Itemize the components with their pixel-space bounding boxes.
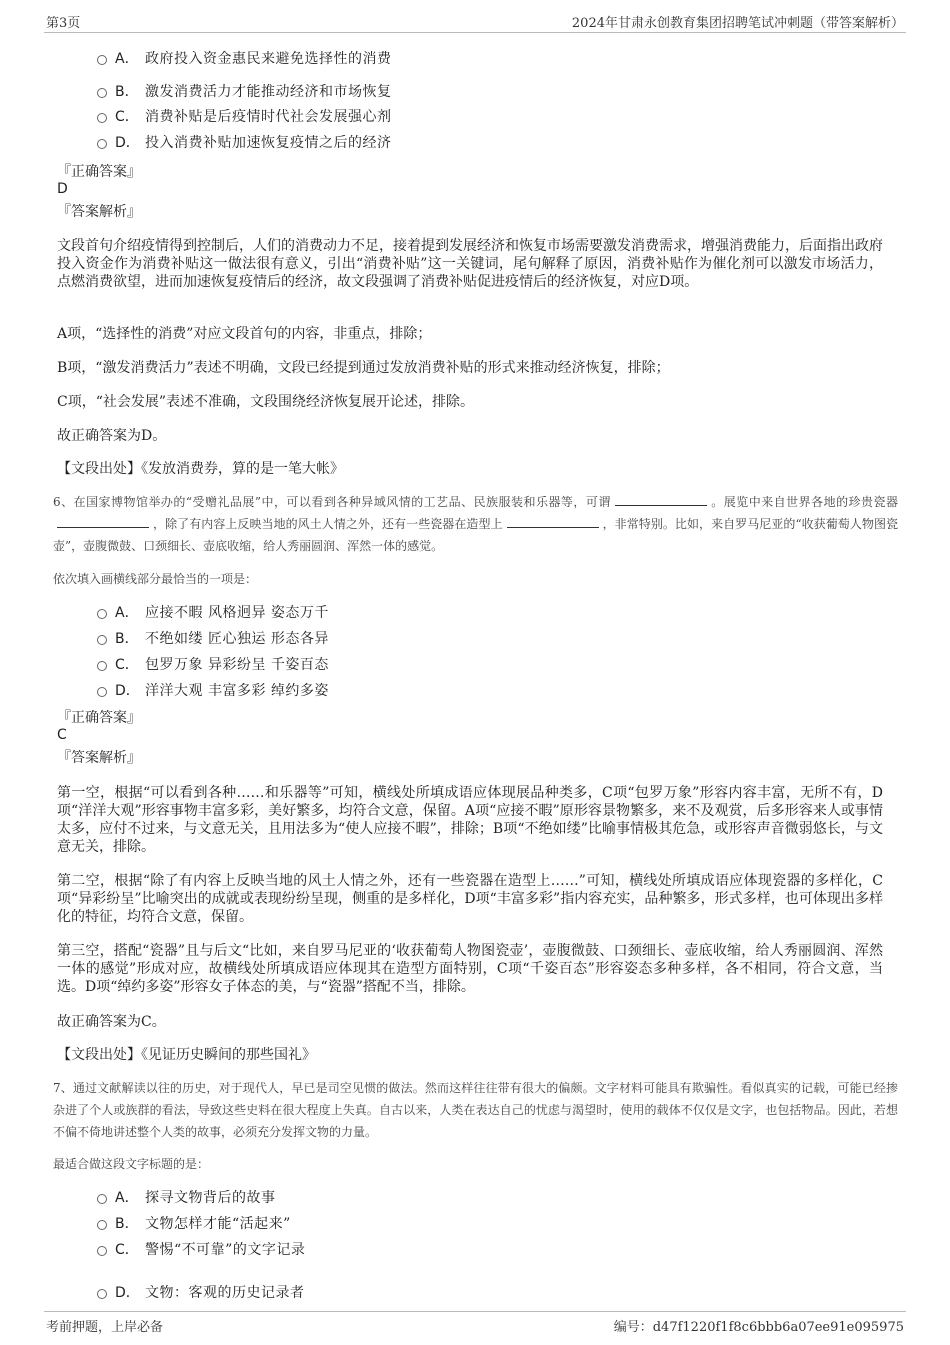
q6-analysis-blank2: 第二空，根据“除了有内容上反映当地的风土人情之外，还有一些瓷器在造型上……”可知，横线处所填成语应体现瓷器的多样化，C项“异彩纷呈”比喻突出的成就或表现纷纷呈现，侧重的是多样化，D项“丰富多彩”指内容充实，品种繁多，形式多样，也可体现出多样化的特征，均符合文意，保留。: [57, 873, 883, 925]
q5-analysis-b: B项，“激发消费活力”表述不明确，文段已经提到通过发放消费补贴的形式来推动经济恢复，排除；: [57, 360, 670, 376]
q6-option-c[interactable]: C． 包罗万象 异彩纷呈 千姿百态: [97, 655, 329, 675]
q7-option-a[interactable]: A． 探寻文物背后的故事: [97, 1188, 276, 1208]
q6-answer-label: 『正确答案』: [57, 710, 141, 726]
radio-icon[interactable]: [97, 55, 107, 65]
q5-answer-label: 『正确答案』: [57, 164, 141, 180]
q5-analysis-a: A项，“选择性的消费”对应文段首句的内容，非重点，排除；: [57, 326, 432, 342]
q6-analysis-blank1: 第一空，根据“可以看到各种……和乐器等”可知，横线处所填成语应体现展品种类多，C项“包罗万象”形容内容丰富，无所不有，D项“洋洋大观”形容事物丰富多彩，美好繁多，均符合文意，保留。A项“应接不暇”原形容景物繁多，来不及观赏，后多形容来人或事情太多，应付不过来，与文意无关，且用法多为“使人应接不暇”，排除；B项“不绝如缕”比喻事情极其危急，或形容声音微弱悠长，与文意无关，排除。: [57, 785, 883, 855]
q7-option-d[interactable]: D． 文物：客观的历史记录者: [97, 1283, 305, 1303]
radio-icon[interactable]: [97, 661, 107, 671]
q7-prompt: 最适合做这段文字标题的是：: [53, 1157, 210, 1171]
q6-option-b[interactable]: B． 不绝如缕 匠心独运 形态各异: [97, 629, 329, 649]
page-number: 第3页: [46, 16, 81, 31]
q7-option-c[interactable]: C． 警惕“不可靠”的文字记录: [97, 1240, 305, 1260]
radio-icon[interactable]: [97, 1194, 107, 1204]
q5-analysis-main: 文段首句介绍疫情得到控制后，人们的消费动力不足，接着提到发展经济和恢复市场需要激发消费需求，增强消费能力，后面指出政府投入资金作为消费补贴这一做法很有意义，引出“消费补贴”这一关键词，尾句解释了原因，消费补贴作为催化剂可以激发市场活力，点燃消费欲望，进而加速恢复疫情后的经济，故文段强调了消费补贴促进疫情后的经济恢复，对应D项。: [57, 238, 883, 290]
radio-icon[interactable]: [97, 88, 107, 98]
fill-blank-3[interactable]: [507, 515, 599, 528]
q5-option-b[interactable]: B． 激发消费活力才能推动经济和市场恢复: [97, 82, 392, 102]
q5-source: 【文段出处】《发放消费券，算的是一笔大帐》: [57, 461, 344, 477]
q5-conclusion: 故正确答案为D。: [57, 428, 167, 444]
radio-icon[interactable]: [97, 113, 107, 123]
q6-answer: C: [57, 727, 67, 743]
q6-stem: 6、在国家博物馆举办的“受赠礼品展”中，可以看到各种异域风情的工艺品、民族服装和乐器等，可谓 。展览中来自世界各地的珍贵瓷器，除了有内容上反映当地的风土人情之外，还有一些瓷器在造型上 ，非常特别。比如，来自罗马尼亚的“收获葡萄人物图瓷壶”，壶腹微鼓、口颈细长、壶底收缩，给人秀丽圆润、浑然一体的感觉。: [53, 495, 898, 553]
radio-icon[interactable]: [97, 1220, 107, 1230]
document-title: 2024年甘肃永创教育集团招聘笔试冲刺题（带答案解析）: [571, 16, 904, 31]
q6-option-a[interactable]: A． 应接不暇 风格迥异 姿态万千: [97, 603, 329, 623]
q6-source: 【文段出处】《见证历史瞬间的那些国礼》: [57, 1047, 316, 1063]
radio-icon[interactable]: [97, 609, 107, 619]
q5-option-a[interactable]: A． 政府投入资金惠民来避免选择性的消费: [97, 49, 392, 69]
q5-analysis-c: C项，“社会发展”表述不准确，文段围绕经济恢复展开论述，排除。: [57, 394, 475, 410]
radio-icon[interactable]: [97, 1246, 107, 1256]
q6-analysis-label: 『答案解析』: [57, 750, 141, 766]
document-code: 编号：d47f1220f1f8c6bbb6a07ee91e095975: [613, 1320, 904, 1335]
footer-slogan: 考前押题，上岸必备: [46, 1320, 164, 1335]
page-footer: [44, 1311, 906, 1338]
page-header: [44, 10, 906, 33]
q5-option-d[interactable]: D． 投入消费补贴加速恢复疫情之后的经济: [97, 133, 392, 153]
radio-icon[interactable]: [97, 687, 107, 697]
q5-answer: D: [57, 181, 68, 197]
q6-option-d[interactable]: D． 洋洋大观 丰富多彩 绰约多姿: [97, 681, 329, 701]
q7-stem: 7、通过文献解读以往的历史，对于现代人，早已是司空见惯的做法。然而这样往往带有很大的偏颇。文字材料可能具有欺骗性。看似真实的记载，可能已经掺杂进了个人或族群的看法，导致这些史料在很大程度上失真。自古以来，人类在表达自己的忧虑与渴望时，使用的载体不仅仅是文字，也包括物品。因此，若想不偏不倚地讲述整个人类的故事，必须充分发挥文物的力量。: [53, 1081, 898, 1139]
q6-analysis-blank3: 第三空，搭配“瓷器”且与后文“比如，来自罗马尼亚的‘收获葡萄人物图瓷壶’，壶腹微鼓、口颈细长、壶底收缩，给人秀丽圆润、浑然一体的感觉”形成对应，故横线处所填成语应体现其在造型方面特别，C项“千姿百态”形容姿态多种多样，各不相同，符合文意，当选。D项“绰约多姿”形容女子体态的美，与“瓷器”搭配不当，排除。: [57, 943, 883, 995]
q6-conclusion: 故正确答案为C。: [57, 1014, 166, 1030]
radio-icon[interactable]: [97, 1289, 107, 1299]
q7-option-b[interactable]: B． 文物怎样才能“活起来”: [97, 1214, 291, 1234]
q5-analysis-label: 『答案解析』: [57, 204, 141, 220]
q5-option-c[interactable]: C． 消费补贴是后疫情时代社会发展强心剂: [97, 107, 392, 127]
radio-icon[interactable]: [97, 139, 107, 149]
fill-blank-1[interactable]: [615, 493, 707, 506]
q6-prompt: 依次填入画横线部分最恰当的一项是：: [53, 572, 258, 586]
radio-icon[interactable]: [97, 635, 107, 645]
fill-blank-2[interactable]: [57, 515, 149, 528]
